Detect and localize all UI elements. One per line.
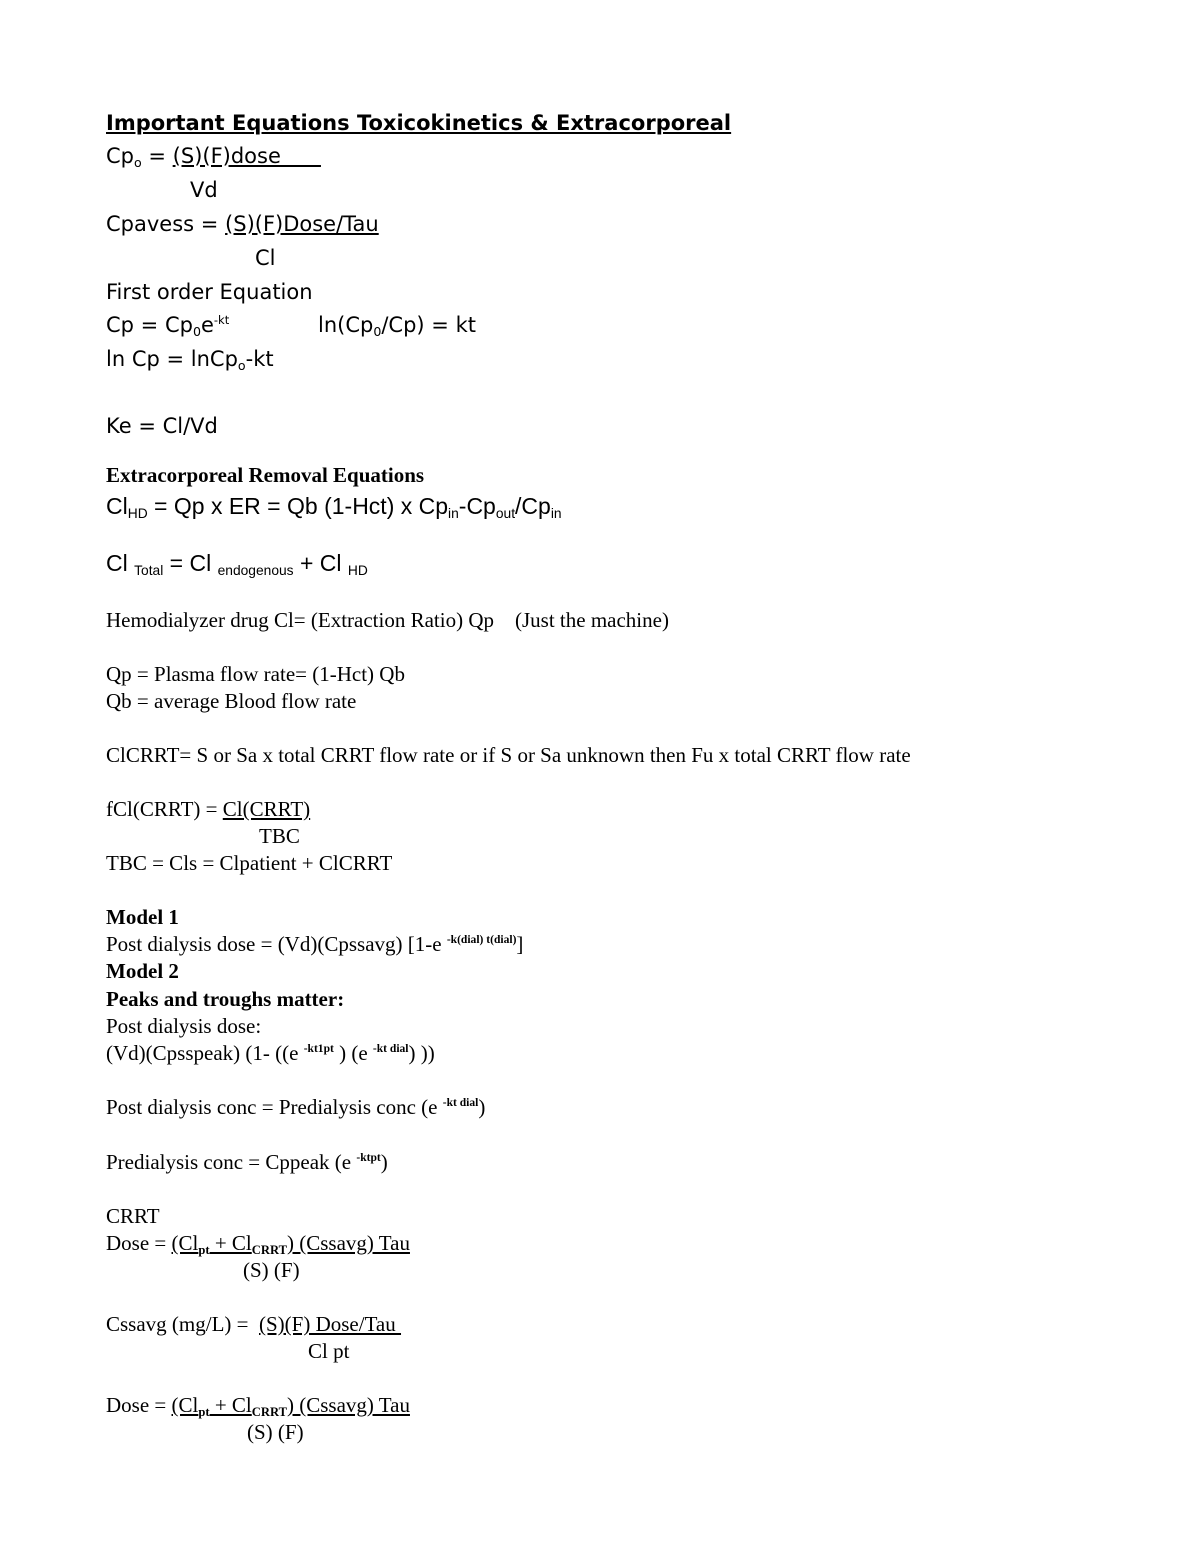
model1-heading: Model 1 <box>106 905 179 929</box>
cltotal-b: = Cl <box>163 550 218 576</box>
crrt-dose2-equation <box>106 1395 410 1418</box>
cltotal-c: + Cl <box>293 550 348 576</box>
cssavg-lhs: Cssavg (mg/L) = <box>106 1312 259 1336</box>
clhd-a: Cl <box>106 493 128 519</box>
cltotal-a: Cl <box>106 550 135 576</box>
postconc-a: Post dialysis conc = Predialysis conc (e <box>106 1095 443 1119</box>
cp0-equation <box>106 146 321 169</box>
first-order-heading: First order Equation <box>106 280 313 304</box>
eq2-part-a: ln(Cp <box>318 313 374 337</box>
eq1-sup: -kt <box>213 313 230 327</box>
eq1-part-a: Cp = Cp <box>106 313 193 338</box>
dose2-lhs: Dose = <box>106 1393 172 1417</box>
eq3-sub: o <box>237 357 246 373</box>
clhd-sub3: out <box>495 506 516 522</box>
cpavess-denominator: Cl <box>255 246 276 270</box>
postconc-b: ) <box>478 1095 486 1119</box>
cssavg-numerator: (S)(F) Dose/Tau <box>259 1312 402 1336</box>
clhd-sub4: in <box>550 506 562 522</box>
dose1-s2: CRRT <box>251 1242 287 1257</box>
model2-b: ) (e <box>333 1041 373 1065</box>
eq1-part-b: e <box>200 313 214 338</box>
qb-line: Qb = average Blood flow rate <box>106 689 357 713</box>
cpavess-numerator: (S)(F)Dose/Tau <box>225 212 379 236</box>
crrt-dose1-denominator: (S) (F) <box>243 1258 300 1282</box>
first-order-eq3 <box>106 349 274 372</box>
model1-a: Post dialysis dose = (Vd)(Cpssavg) [1-e <box>106 932 447 956</box>
cp0-sub: o <box>134 154 142 170</box>
hemodialyzer-line: Hemodialyzer drug Cl= (Extraction Ratio) Qp (Just the machine) <box>106 608 669 632</box>
dose1-lhs: Dose = <box>106 1231 172 1255</box>
clhd-b: = Qp x ER = Qb (1-Hct) x Cp <box>147 493 449 519</box>
crrt-heading: CRRT <box>106 1204 160 1228</box>
cltotal-sub1: Total <box>134 563 164 579</box>
preconc-b: ) <box>380 1150 388 1174</box>
dose2-s1: pt <box>198 1404 210 1419</box>
model2-sup1: -kt1pt <box>303 1042 334 1055</box>
dose2-n2: + Cl <box>209 1393 252 1417</box>
preconc-sup: -ktpt <box>356 1151 381 1164</box>
tbc-line: TBC = Cls = Clpatient + ClCRRT <box>106 851 393 875</box>
model1-sup: -k(dial) t(dial) <box>446 933 517 946</box>
dose1-s1: pt <box>198 1242 210 1257</box>
fcl-lhs: fCl(CRRT) = <box>106 797 223 821</box>
cp0-eq: = <box>141 144 173 168</box>
cp0-lhs: Cp <box>106 144 134 168</box>
cpavess-lhs: Cpavess = <box>106 212 226 236</box>
cp0-numerator: (S)(F)dose <box>172 144 321 168</box>
postdialysis-conc-equation <box>106 1097 485 1118</box>
dose2-n3: ) (Cssavg) Tau <box>287 1393 410 1417</box>
cltotal-sub3: HD <box>347 563 368 579</box>
cssavg-equation <box>106 1314 401 1335</box>
cpavess-equation <box>106 214 379 235</box>
cssavg-denominator: Cl pt <box>308 1339 350 1363</box>
clhd-equation <box>106 495 562 521</box>
crrt-dose1-equation <box>106 1233 410 1256</box>
clhd-sub1: HD <box>127 506 148 522</box>
clhd-d: /Cp <box>515 493 551 519</box>
model1-equation <box>106 934 523 955</box>
qp-line: Qp = Plasma flow rate= (1-Hct) Qb <box>106 662 405 686</box>
ke-equation: Ke = Cl/Vd <box>106 414 218 438</box>
dose1-n2: + Cl <box>209 1231 252 1255</box>
eq2-part-b: /Cp) = kt <box>381 313 476 337</box>
model1-b: ] <box>516 932 524 956</box>
clhd-c: -Cp <box>458 493 496 519</box>
first-order-eq1 <box>106 315 229 338</box>
model2-sup2: -kt dial <box>372 1042 409 1055</box>
dose1-n3: ) (Cssavg) Tau <box>287 1231 410 1255</box>
cltotal-sub2: endogenous <box>217 563 294 579</box>
dose2-s2: CRRT <box>251 1404 287 1419</box>
model2-label: Post dialysis dose: <box>106 1014 262 1038</box>
fcl-denominator: TBC <box>259 824 300 848</box>
dose1-n1: (Cl <box>171 1231 199 1255</box>
first-order-eq2 <box>318 315 476 338</box>
document-title: Important Equations Toxicokinetics & Extracorporeal <box>106 111 732 135</box>
model2-subheading: Peaks and troughs matter: <box>106 987 345 1011</box>
eq1-sub: 0 <box>192 323 201 339</box>
eq3-part-b: -kt <box>245 347 274 371</box>
fcl-equation <box>106 799 310 820</box>
fcl-numerator: Cl(CRRT) <box>222 797 311 821</box>
model2-c: ) )) <box>408 1041 435 1065</box>
crrt-dose2-denominator: (S) (F) <box>247 1420 304 1444</box>
predialysis-conc-equation <box>106 1152 388 1173</box>
eq2-sub: 0 <box>373 323 382 339</box>
clhd-sub2: in <box>448 506 459 522</box>
dose1-numerator <box>172 1231 410 1255</box>
cp0-denominator: Vd <box>190 178 218 202</box>
extracorporeal-heading: Extracorporeal Removal Equations <box>106 463 425 487</box>
cltotal-equation <box>106 552 368 578</box>
dose2-n1: (Cl <box>171 1393 199 1417</box>
model2-heading: Model 2 <box>106 959 179 983</box>
model2-a: (Vd)(Cpsspeak) (1- ((e <box>106 1041 304 1065</box>
eq3-part-a: ln Cp = lnCp <box>106 347 238 371</box>
model2-equation <box>106 1043 435 1064</box>
preconc-a: Predialysis conc = Cppeak (e <box>106 1150 357 1174</box>
postconc-sup: -kt dial <box>442 1096 479 1109</box>
dose2-numerator <box>172 1393 410 1417</box>
clcrrt-line: ClCRRT= S or Sa x total CRRT flow rate or if S or Sa unknown then Fu x total CRRT flow rate <box>106 743 911 767</box>
